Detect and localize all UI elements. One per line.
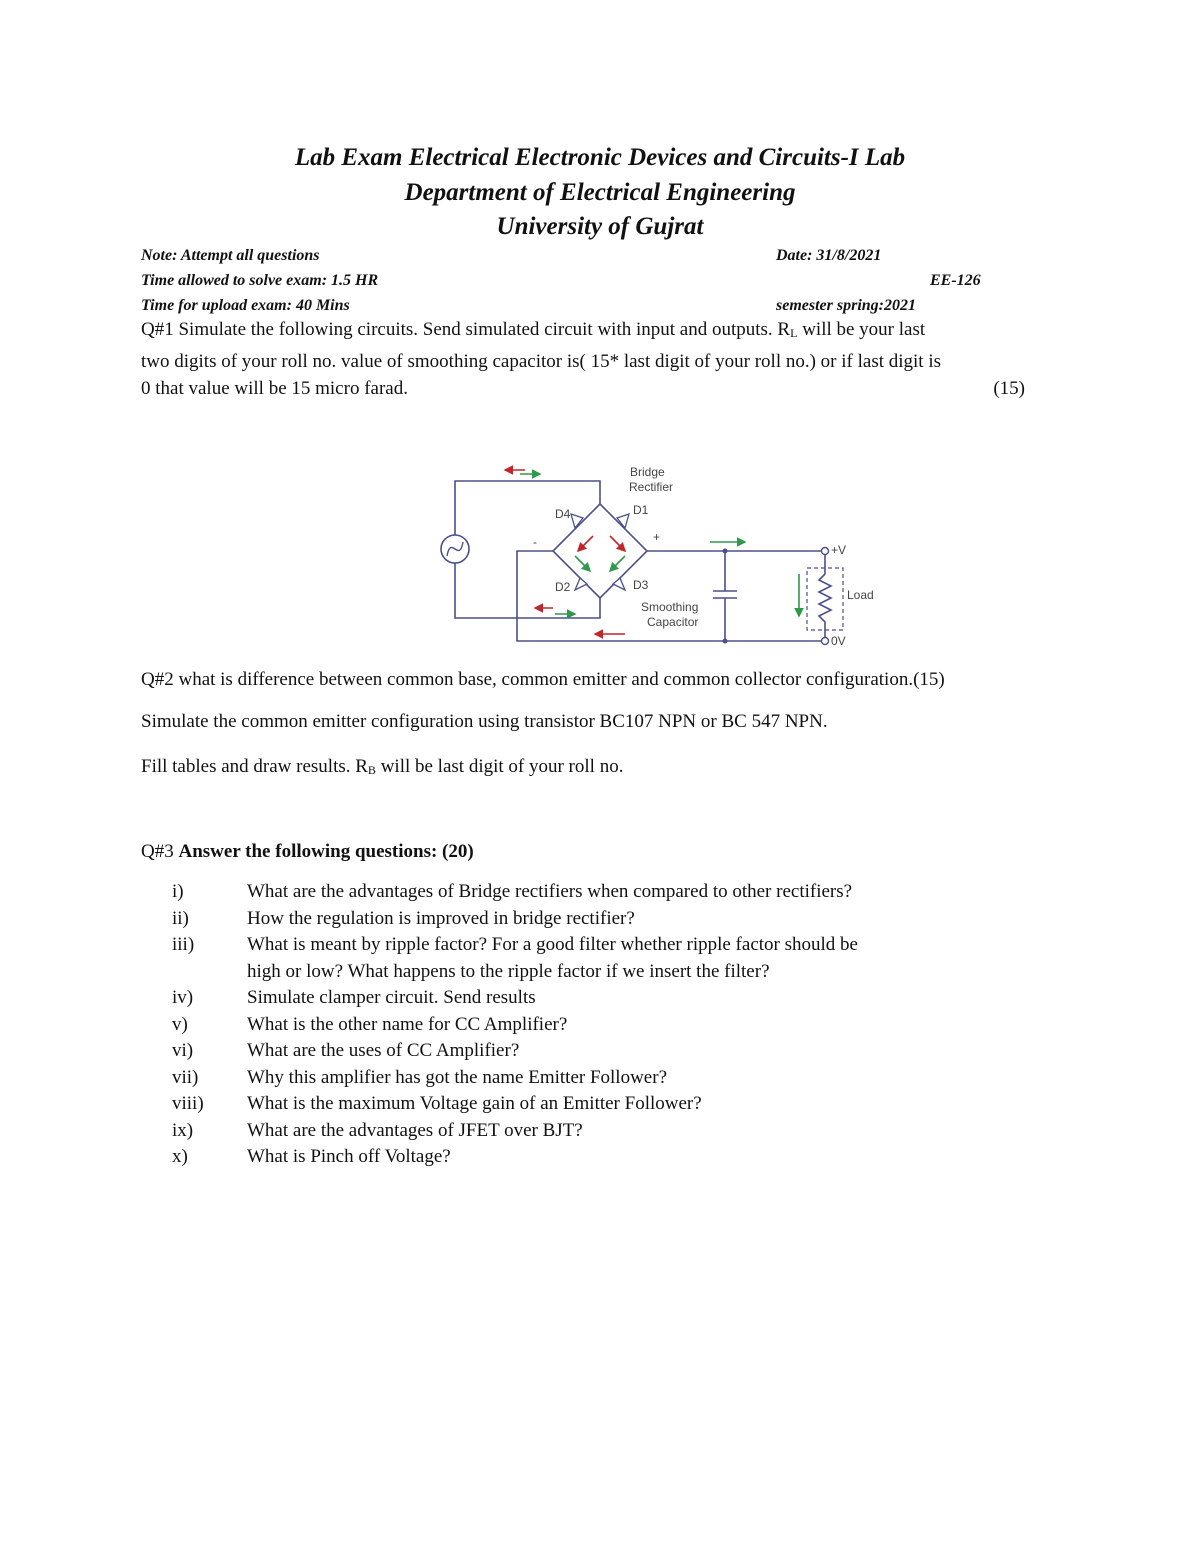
capacitor-label-1: Smoothing <box>641 600 699 614</box>
q3-question-list <box>172 879 992 1171</box>
diode-d3-icon <box>613 578 625 590</box>
question-1 <box>141 316 1061 403</box>
q3-item-number: i) <box>172 881 184 902</box>
q3-item <box>172 959 992 986</box>
minus-label: - <box>533 535 537 549</box>
q3-item-text: What is Pinch off Voltage? <box>247 1146 451 1167</box>
q3-item-text: What are the advantages of Bridge rectifiers when compared to other rectifiers? <box>247 881 853 902</box>
course-code: EE-126 <box>930 272 981 289</box>
capacitor-label-2: Capacitor <box>647 615 699 629</box>
q3-item-number: v) <box>172 1013 188 1035</box>
q2-line-2: Simulate the common emitter configuration using transistor BC107 NPN or BC 547 NPN. <box>141 711 828 732</box>
q3-item <box>172 1118 992 1145</box>
zero-v-label: 0V <box>831 634 846 648</box>
q3-item-text: Why this amplifier has got the name Emitter Follower? <box>247 1066 668 1088</box>
q3-item <box>172 1065 992 1092</box>
vplus-terminal <box>822 548 829 555</box>
q3-item-text: What is meant by ripple factor? For a good filter whether ripple factor should be <box>247 934 858 955</box>
zero-v-terminal <box>822 638 829 645</box>
q3-item <box>172 906 992 933</box>
junction-dot <box>723 549 728 554</box>
q1-line-1: Q#1 Simulate the following circuits. Send simulated circuit with input and outputs. $R_L$ will be your last <box>141 319 926 340</box>
rb-subscript: B <box>367 763 376 777</box>
junction-dot <box>723 639 728 644</box>
department-title: Department of Electrical Engineering <box>404 179 796 206</box>
q1-line-2: two digits of your roll no. value of smoothing capacitor is( 15* last digit of your roll no.) or if last digit is <box>141 350 942 372</box>
q3-item-number: vi) <box>172 1040 194 1061</box>
q3-item-number <box>172 959 247 986</box>
q3-item-text: Simulate clamper circuit. Send results <box>247 987 536 1008</box>
q3-item-text: high or low? What happens to the ripple factor if we insert the filter? <box>247 960 770 982</box>
university-title: University of Gujrat <box>496 213 704 240</box>
bridge-rectifier-diagram <box>425 456 885 656</box>
diode-d2-icon <box>575 578 587 590</box>
q3-item-text: What is the maximum Voltage gain of an Emitter Follower? <box>247 1093 702 1114</box>
diode-d2-label: D2 <box>555 580 571 594</box>
note-text: Note: Attempt all questions <box>141 247 320 264</box>
diode-d4-label: D4 <box>555 507 571 521</box>
q3-item-text: What are the uses of CC Amplifier? <box>247 1040 520 1061</box>
plus-label: + <box>653 530 661 544</box>
q3-heading: Q#3 Answer the following questions: (20) <box>141 841 474 862</box>
vplus-label: +V <box>831 543 847 557</box>
date-text: Date: 31/8/2021 <box>776 247 882 264</box>
load-label: Load <box>847 588 874 602</box>
q3-item-number: iii) <box>172 934 195 955</box>
bridge-label-2: Rectifier <box>629 480 674 494</box>
q3-item-number: iv) <box>172 987 194 1008</box>
upload-time-text: Time for upload exam: 40 Mins <box>141 297 350 314</box>
q1-line-3: 0 that value will be 15 micro farad. (15) <box>141 375 1061 403</box>
q3-item-number: viii) <box>172 1093 204 1114</box>
q3-item <box>172 1038 992 1065</box>
q3-item <box>172 1144 992 1171</box>
semester-text: semester spring:2021 <box>776 297 916 314</box>
q2-line-3: Fill tables and draw results. $R_B$ will be last digit of your roll no. <box>141 756 624 777</box>
q3-item-text: What is the other name for CC Amplifier? <box>247 1013 568 1035</box>
q3-item <box>172 1091 992 1118</box>
q3-item-text: What are the advantages of JFET over BJT? <box>247 1119 583 1141</box>
q3-item <box>172 879 992 906</box>
q3-item-number: vii) <box>172 1066 199 1088</box>
bridge-label-1: Bridge <box>630 465 665 479</box>
diode-d3-label: D3 <box>633 578 649 592</box>
q3-item-text: How the regulation is improved in bridge rectifier? <box>247 907 635 929</box>
q3-item-number: x) <box>172 1146 188 1167</box>
q1-marks: (15) <box>993 378 1025 399</box>
q3-item-number: ix) <box>172 1119 194 1141</box>
q3-item <box>172 932 992 959</box>
q3-item <box>172 1012 992 1039</box>
diode-d1-label: D1 <box>633 503 649 517</box>
exam-title: Lab Exam Electrical Electronic Devices and Circuits-I Lab <box>294 144 906 171</box>
diode-d1-icon <box>617 514 629 528</box>
time-allowed-text: Time allowed to solve exam: 1.5 HR <box>141 272 379 289</box>
q2-line-1: Q#2 what is difference between common base, common emitter and common collector configuration.(15) <box>141 669 945 690</box>
load-box <box>807 568 843 630</box>
diode-d4-icon <box>571 514 583 528</box>
q3-item <box>172 985 992 1012</box>
q3-item-number: ii) <box>172 907 189 929</box>
rl-subscript: L <box>790 326 798 340</box>
